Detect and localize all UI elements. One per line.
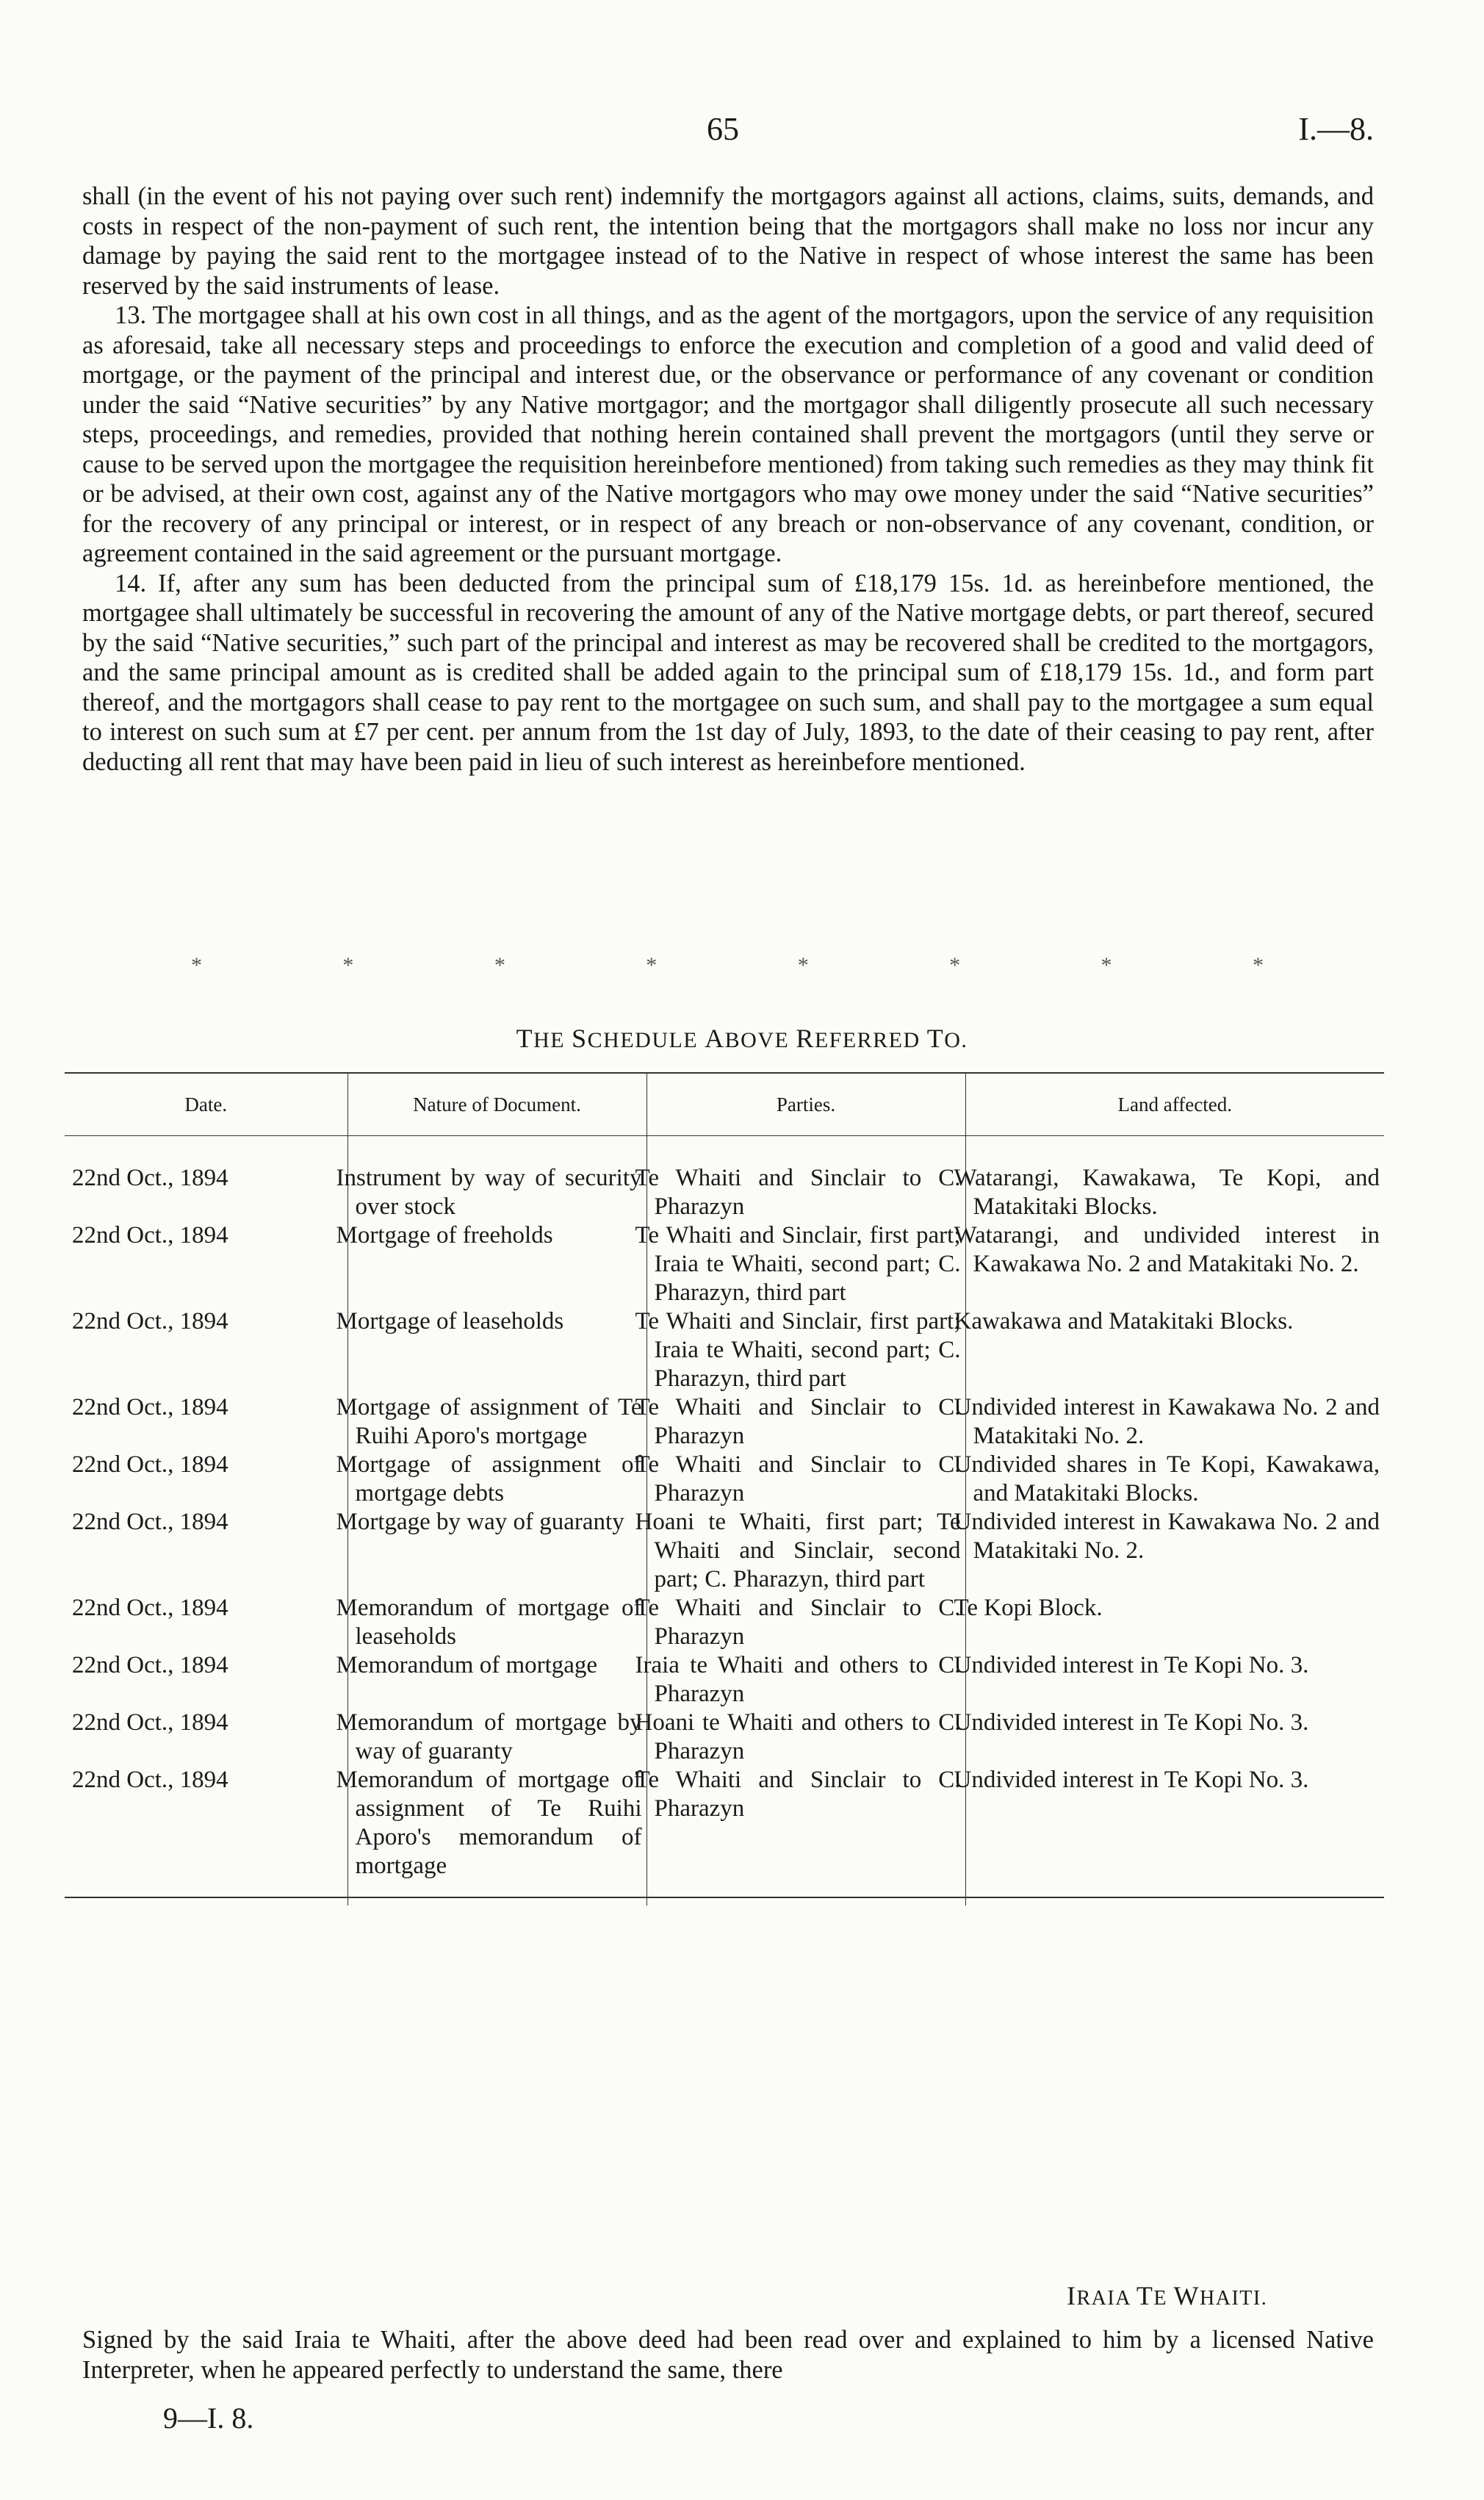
table-row (65, 1451, 1384, 1508)
cell-parties: Te Whaiti and Sinclair to C. Pharazyn (646, 1451, 965, 1508)
column-header-parties: Parties. (646, 1073, 965, 1136)
separator-star: * (494, 953, 505, 977)
table-row (65, 1508, 1384, 1594)
document-reference: I.—8. (1298, 111, 1374, 147)
paragraph-14: 14. If, after any sum has been deducted from the principal sum of £18,179 15s. 1d. as hereinbefore mentioned, the mortgagee shall ultimately be successful in recovering the amount of any of the Native mortgage debts, or part thereof, secured by the said “Native securities,” such part of the principal and interest as may be recovered shall be credited to the mortgagors, and the same principal amount as is credited shall be added again to the principal sum of £18,179 15s. 1d., and form part thereof, and the mortgagors shall cease to pay rent to the mortgagee on such sum, and shall pay to the mortgagee a sum equal to interest on such sum at £7 per cent. per annum from the 1st day of July, 1893, to the date of their ceasing to pay rent, after deducting all rent that may have been paid in lieu of such interest as hereinbefore mentioned. (82, 569, 1374, 776)
cell-date: 22nd Oct., 1894 (72, 1652, 228, 1678)
footer-reference: 9—I. 8. (163, 2402, 254, 2435)
table-row (65, 1164, 1384, 1221)
cell-land: Undivided interest in Te Kopi No. 3. (965, 1709, 1384, 1766)
table-row (65, 1221, 1384, 1307)
cell-nature: Mortgage of assignment of Te Ruihi Aporo's mortgage (347, 1393, 646, 1451)
cell-nature: Instrument by way of security over stock (347, 1164, 646, 1221)
cell-land: Kawakawa and Matakitaki Blocks. (965, 1307, 1384, 1393)
cell-date: 22nd Oct., 1894 (72, 1394, 228, 1420)
cell-land: Undivided interest in Te Kopi No. 3. (965, 1766, 1384, 1881)
cell-date: 22nd Oct., 1894 (72, 1165, 228, 1191)
cell-date: 22nd Oct., 1894 (72, 1308, 228, 1335)
table-row (65, 1594, 1384, 1651)
cell-land: Undivided interest in Kawakawa No. 2 and Matakitaki No. 2. (965, 1393, 1384, 1451)
schedule-table (65, 1072, 1384, 1905)
cell-land: Undivided interest in Kawakawa No. 2 and Matakitaki No. 2. (965, 1508, 1384, 1594)
cell-date: 22nd Oct., 1894 (72, 1451, 228, 1478)
cell-date: 22nd Oct., 1894 (72, 1709, 228, 1736)
section-separator (191, 953, 1264, 978)
table-row (65, 1393, 1384, 1451)
separator-star: * (1252, 953, 1264, 977)
cell-parties: Te Whaiti and Sinclair to C. Pharazyn (646, 1393, 965, 1451)
cell-date: 22nd Oct., 1894 (72, 1509, 228, 1535)
cell-nature: Memorandum of mortgage (347, 1651, 646, 1709)
separator-star: * (646, 953, 658, 977)
separator-star: * (1101, 953, 1112, 977)
table-row (65, 1766, 1384, 1881)
cell-nature: Mortgage of assignment of mortgage debts (347, 1451, 646, 1508)
column-header-nature: Nature of Document. (347, 1073, 646, 1136)
separator-star: * (342, 953, 354, 977)
cell-land: Undivided interest in Te Kopi No. 3. (965, 1651, 1384, 1709)
schedule-header-row (65, 1073, 1384, 1136)
cell-nature: Mortgage by way of guaranty (347, 1508, 646, 1594)
table-row (65, 1709, 1384, 1766)
cell-land: Watarangi, and undivided interest in Kawakawa No. 2 and Matakitaki No. 2. (965, 1221, 1384, 1307)
cell-nature: Mortgage of leaseholds (347, 1307, 646, 1393)
cell-parties: Te Whaiti and Sinclair, first part; Iraia te Whaiti, second part; C. Pharazyn, third part (646, 1307, 965, 1393)
cell-nature: Mortgage of freeholds (347, 1221, 646, 1307)
cell-date: 22nd Oct., 1894 (72, 1595, 228, 1621)
cell-land: Watarangi, Kawakawa, Te Kopi, and Matakitaki Blocks. (965, 1164, 1384, 1221)
cell-land: Undivided shares in Te Kopi, Kawakawa, and Matakitaki Blocks. (965, 1451, 1384, 1508)
cell-parties: Te Whaiti and Sinclair to C. Pharazyn (646, 1766, 965, 1881)
separator-star: * (797, 953, 809, 977)
separator-star: * (191, 953, 202, 977)
cell-nature: Memorandum of mortgage of assignment of Te Ruihi Aporo's memorandum of mortgage (347, 1766, 646, 1881)
signatory-name: IRAIA TE WHAITI. (1067, 2281, 1268, 2310)
cell-land: Te Kopi Block. (965, 1594, 1384, 1651)
page-number: 65 (707, 111, 739, 147)
body-text (82, 182, 1374, 777)
signature-attestation: Signed by the said Iraia te Whaiti, after the above deed had been read over and explained to him by a licensed Native Interpreter, when he appeared perfectly to understand the same, there (82, 2326, 1374, 2384)
separator-star: * (949, 953, 961, 977)
cell-parties: Te Whaiti and Sinclair to C. Pharazyn (646, 1594, 965, 1651)
cell-parties: Hoani te Whaiti and others to C. Pharazyn (646, 1709, 965, 1766)
cell-date: 22nd Oct., 1894 (72, 1222, 228, 1249)
column-header-date: Date. (65, 1073, 347, 1136)
cell-parties: Iraia te Whaiti and others to C. Pharazyn (646, 1651, 965, 1709)
cell-parties: Te Whaiti and Sinclair, first part; Iraia te Whaiti, second part; C. Pharazyn, third part (646, 1221, 965, 1307)
table-row (65, 1307, 1384, 1393)
cell-parties: Hoani te Whaiti, first part; Te Whaiti and Sinclair, second part; C. Pharazyn, third part (646, 1508, 965, 1594)
cell-date: 22nd Oct., 1894 (72, 1767, 228, 1793)
schedule-title: THE SCHEDULE ABOVE REFERRED TO. (516, 1024, 968, 1053)
column-header-land: Land affected. (965, 1073, 1384, 1136)
paragraph-13: 13. The mortgagee shall at his own cost in all things, and as the agent of the mortgagors, upon the service of any requisition as aforesaid, take all necessary steps and proceedings to enforce the execution and completion of a good and valid deed of mortgage, or the payment of the principal and interest due, or the observance or performance of any covenant or condition under the said “Native securities” by any Native mortgagor; and the mortgagor shall diligently prosecute all such necessary steps, proceedings, and remedies, provided that nothing herein contained shall prevent the mortgagors (until they serve or cause to be served upon the mortgagee the requisition hereinbefore mentioned) from taking such remedies as they may think fit or be advised, at their own cost, against any of the Native mortgagors who may owe money under the said “Native securities” for the recovery of any principal or interest, or in respect of any breach or non-observance of any covenant, condition, or agreement contained in the said agreement or the pursuant mortgage. (82, 301, 1374, 567)
cell-nature: Memorandum of mortgage by way of guaranty (347, 1709, 646, 1766)
cell-parties: Te Whaiti and Sinclair to C. Pharazyn (646, 1164, 965, 1221)
paragraph-continued: shall (in the event of his not paying over such rent) indemnify the mortgagors against all actions, claims, suits, demands, and costs in respect of the non-payment of such rent, the intention being that the mortgagors shall make no loss nor incur any damage by paying the said rent to the mortgagee instead of to the Native in respect of whose interest the same has been reserved by the said instruments of lease. (82, 182, 1374, 300)
table-row (65, 1651, 1384, 1709)
cell-nature: Memorandum of mortgage of leaseholds (347, 1594, 646, 1651)
